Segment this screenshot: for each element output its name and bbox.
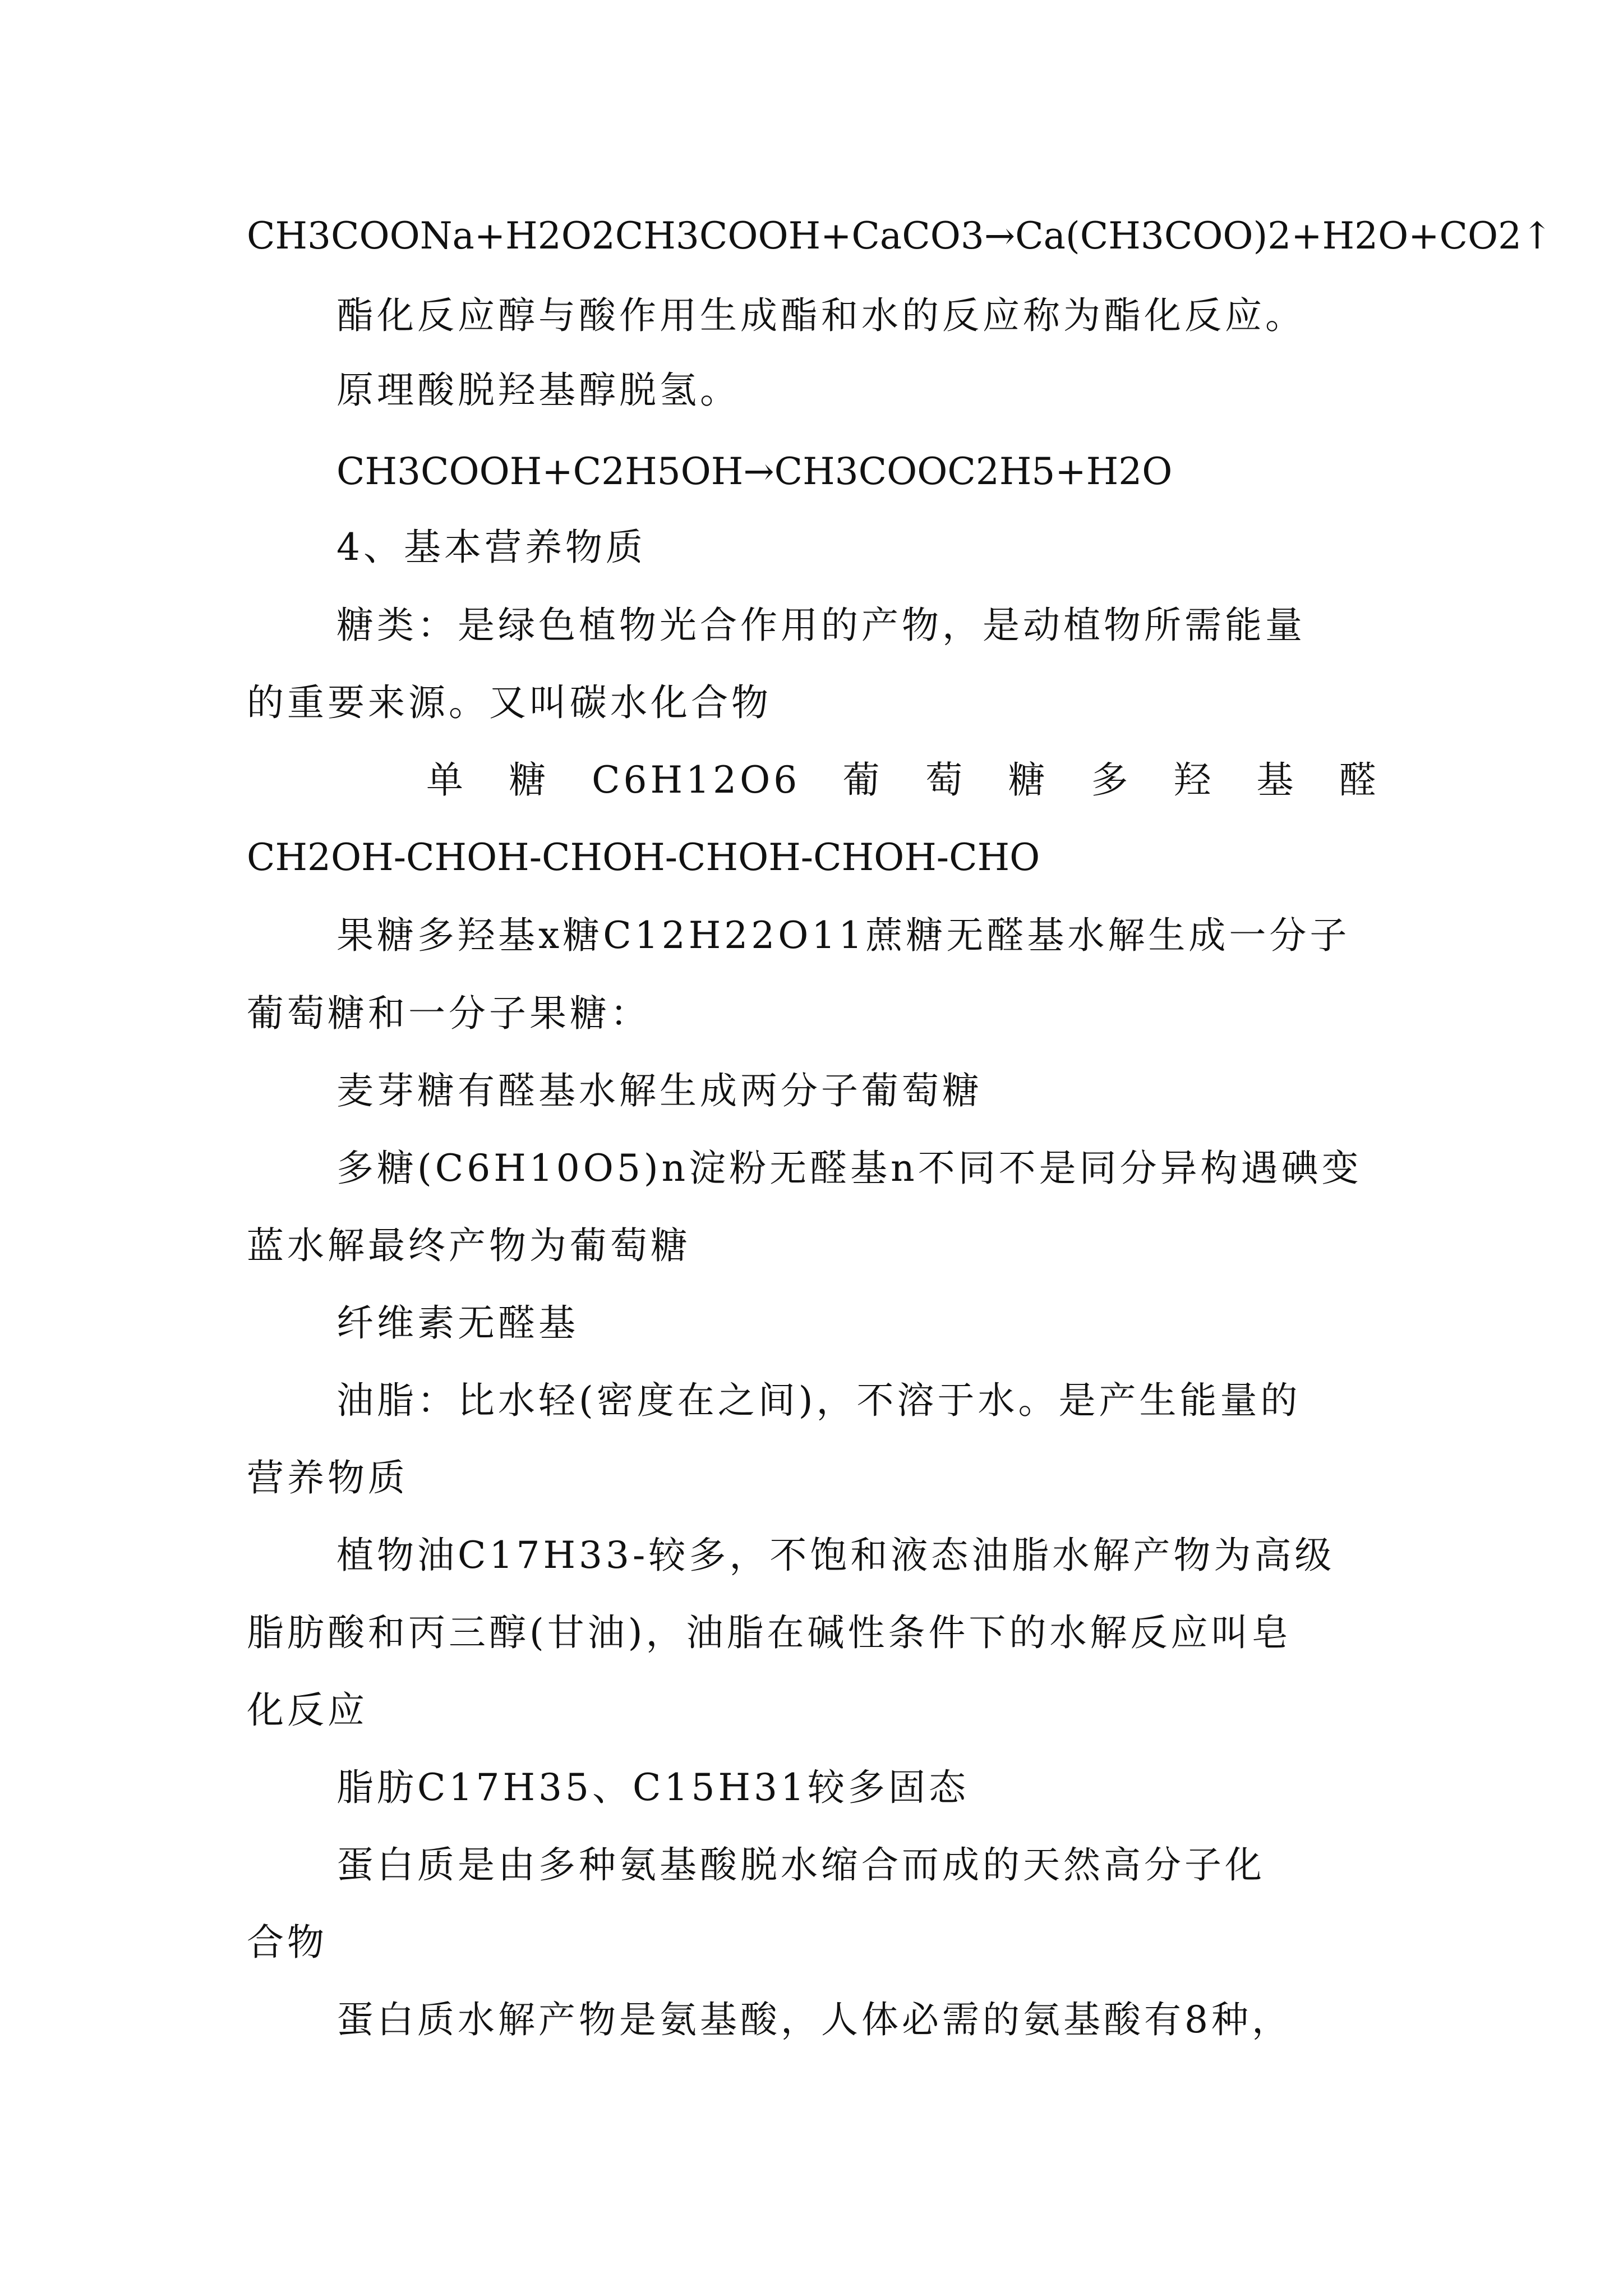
text-line-cellulose: 纤维素无醛基 [336, 1301, 579, 1345]
text-line-polysaccharide: 多糖(C6H10O5)n淀粉无醛基n不同不是同分异构遇碘变 [336, 1147, 1362, 1190]
mono-word-9: 基 [1256, 758, 1297, 802]
text-line-protein-cont: 合物 [247, 1921, 328, 1964]
text-line-saponification: 化反应 [247, 1688, 368, 1732]
text-line-polysaccharide-cont: 蓝水解最终产物为葡萄糖 [247, 1224, 691, 1267]
text-line-vegetable-oil-cont: 脂肪酸和丙三醇(甘油)，油脂在碱性条件下的水解反应叫皂 [247, 1611, 1292, 1654]
text-line-esterification: 酯化反应醇与酸作用生成酯和水的反应称为酯化反应。 [336, 294, 1306, 337]
mono-word-5: 萄 [925, 758, 966, 802]
text-line-sugars: 糖类：是绿色植物光合作用的产物，是动植物所需能量 [336, 604, 1306, 647]
text-line-oils: 油脂：比水轻(密度在之间)，不溶于水。是产生能量的 [336, 1379, 1301, 1422]
text-line-maltose: 麦芽糖有醛基水解生成两分子葡萄糖 [336, 1069, 983, 1112]
text-line-fructose: 果糖多羟基x糖C12H22O11蔗糖无醛基水解生成一分子 [336, 914, 1350, 957]
text-line-fat: 脂肪C17H35、C15H31较多固态 [336, 1766, 970, 1809]
text-line-amino-acids: 蛋白质水解产物是氨基酸，人体必需的氨基酸有8种， [336, 1998, 1292, 2041]
mono-word-10: 醛 [1339, 758, 1380, 802]
section-heading: 4、基本营养物质 [336, 526, 646, 569]
text-line-oils-cont: 营养物质 [247, 1456, 408, 1499]
text-line-equation-1: CH3COONa+H2O2CH3COOH+CaCO3→Ca(CH3COO)2+H2O+CO2↑ [247, 214, 1553, 257]
text-line-vegetable-oil: 植物油C17H33-较多，不饱和液态油脂水解产物为高级 [336, 1534, 1335, 1577]
text-line-fructose-cont: 葡萄糖和一分子果糖： [247, 992, 651, 1035]
text-line-glucose-structure: CH2OH-CHOH-CHOH-CHOH-CHOH-CHO [247, 836, 1040, 879]
mono-word-7: 多 [1091, 758, 1132, 802]
text-line-principle: 原理酸脱羟基醇脱氢。 [336, 369, 740, 412]
monosaccharide-row [426, 757, 1380, 803]
mono-formula: C6H12O6 [592, 758, 801, 802]
text-line-equation-2: CH3COOH+C2H5OH→CH3COOC2H5+H2O [336, 450, 1173, 493]
text-line-protein: 蛋白质是由多种氨基酸脱水缩合而成的天然高分子化 [336, 1843, 1265, 1887]
mono-word-6: 糖 [1008, 758, 1049, 802]
mono-word-4: 葡 [842, 758, 883, 802]
mono-word-8: 羟 [1173, 758, 1214, 802]
mono-word-1: 单 [426, 758, 467, 802]
mono-word-2: 糖 [509, 758, 550, 802]
text-line-sugars-cont: 的重要来源。又叫碳水化合物 [247, 681, 772, 724]
